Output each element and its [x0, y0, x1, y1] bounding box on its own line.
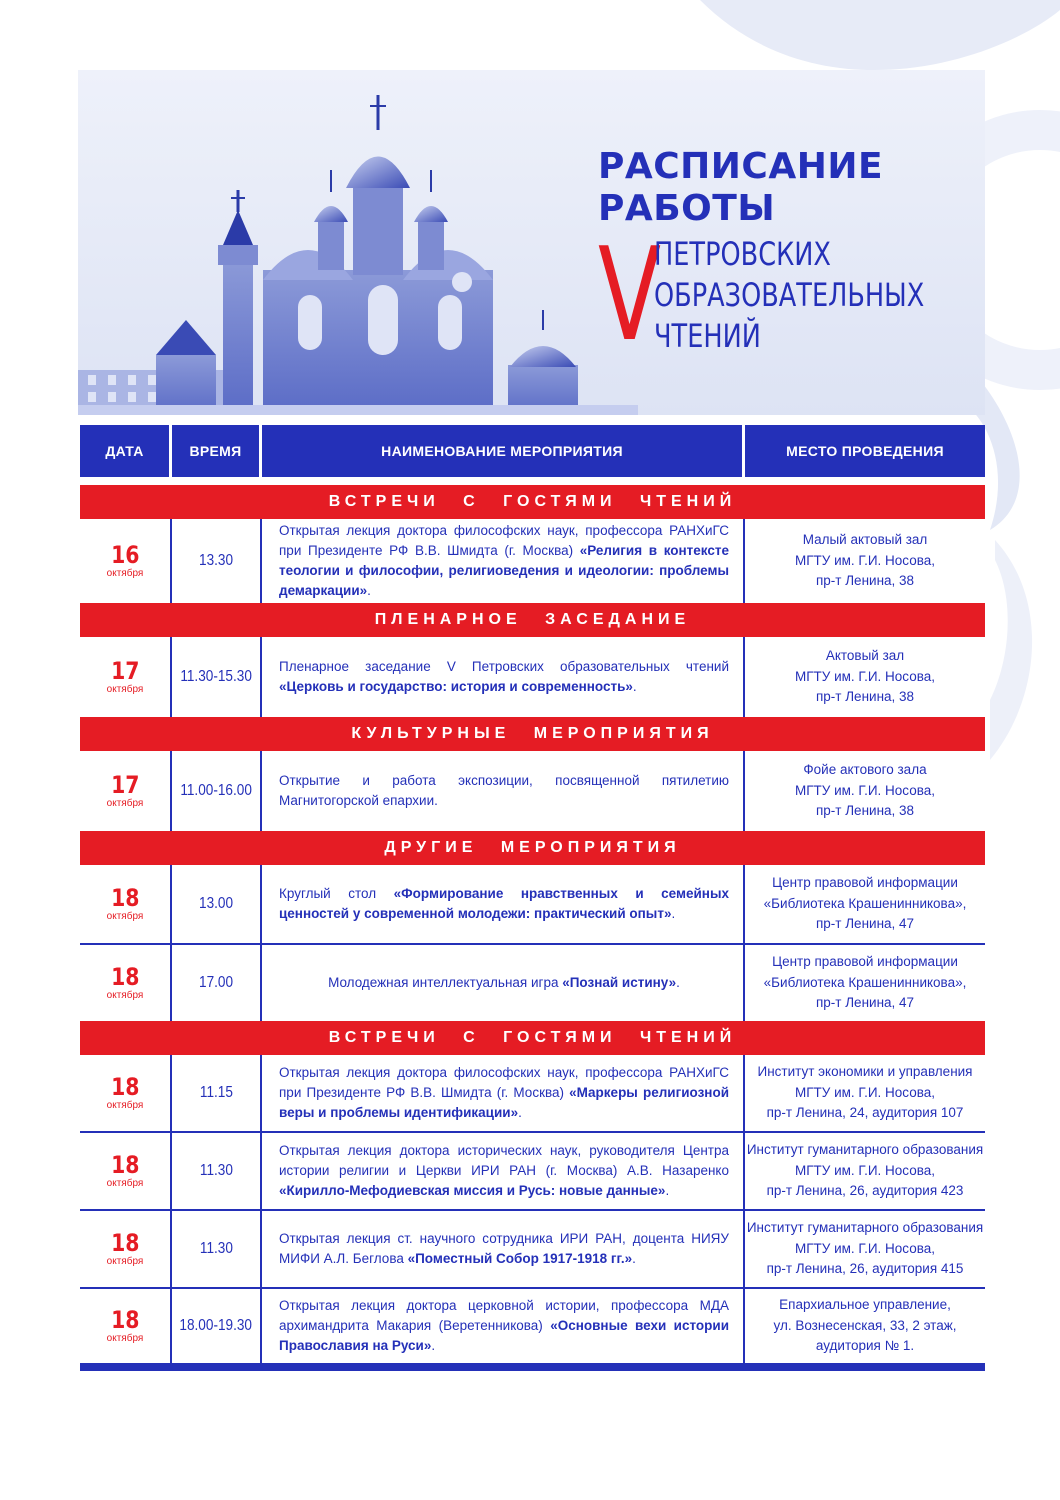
month-label: октября	[106, 568, 144, 579]
place-cell	[745, 1055, 985, 1131]
table-row	[80, 751, 985, 831]
table-row	[80, 1133, 985, 1211]
month-label: октября	[106, 990, 144, 1001]
time-cell	[172, 637, 262, 717]
roman-numeral: V	[598, 221, 662, 370]
time-value: 17.00	[198, 974, 234, 991]
place-line: пр-т Ленина, 26, аудитория 423	[766, 1183, 964, 1199]
day-number: 17	[110, 771, 140, 799]
title-subtitle	[598, 221, 985, 384]
section-header: КУЛЬТУРНЫЕ МЕРОПРИЯТИЯ	[80, 717, 985, 751]
date-cell	[80, 1289, 172, 1363]
place-line: Институт экономики и управления	[757, 1064, 973, 1080]
date-cell	[80, 1211, 172, 1287]
event-cell	[262, 865, 745, 943]
table-row	[80, 1289, 985, 1363]
event-description	[262, 521, 743, 601]
event-text: Открытая лекция доктора церковной истории, профессора МДА архимандрита Макария (Веретенникова)	[279, 1298, 729, 1333]
event-text: Круглый стол	[279, 886, 394, 901]
month-label: октября	[106, 798, 144, 809]
month-label: октября	[106, 911, 144, 922]
event-text: Молодежная интеллектуальная игра	[328, 975, 563, 990]
event-description	[262, 1141, 743, 1201]
event-title: «Церковь и государство: история и современность»	[279, 679, 633, 694]
place-cell	[745, 519, 985, 603]
place-line: пр-т Ленина, 47	[815, 916, 915, 932]
place-cell	[745, 637, 985, 717]
place-line: Фойе актового зала	[803, 762, 927, 778]
event-text: Открытая лекция доктора философских наук, профессора РАНХиГС при Президенте РФ В.В. Шмидта (г. Москва)	[279, 523, 729, 558]
event-description	[262, 973, 743, 993]
place-address	[773, 1295, 956, 1357]
title-sub-3: ЧТЕНИЙ	[654, 317, 761, 355]
section-header: ВСТРЕЧИ С ГОСТЯМИ ЧТЕНИЙ	[80, 1021, 985, 1055]
place-address	[747, 1140, 983, 1202]
date-cell	[80, 637, 172, 717]
event-tail: .	[671, 906, 676, 921]
month-label: октября	[106, 684, 144, 695]
place-line: пр-т Ленина, 38	[815, 689, 915, 705]
title-line-1: РАСПИСАНИЕ	[598, 146, 884, 187]
event-cell	[262, 519, 745, 603]
time-value: 11.00-16.00	[180, 782, 252, 799]
day-number: 18	[110, 1151, 140, 1179]
event-title: «Основные вехи истории Православия на Руси»	[279, 1318, 729, 1353]
place-line: МГТУ им. Г.И. Носова,	[794, 1240, 936, 1256]
event-title: «Кирилло-Мефодиевская миссия и Русь: новые данные»	[279, 1183, 666, 1198]
place-line: пр-т Ленина, 47	[815, 995, 915, 1011]
place-cell	[745, 945, 985, 1021]
place-address	[747, 1218, 983, 1280]
date-cell	[80, 1133, 172, 1209]
time-cell	[172, 751, 262, 831]
place-line: МГТУ им. Г.И. Носова,	[794, 782, 936, 798]
event-text: Пленарное заседание V Петровских образовательных чтений	[279, 659, 729, 674]
time-value: 13.30	[198, 552, 234, 569]
month-label: октября	[106, 1256, 144, 1267]
place-cell	[745, 865, 985, 943]
table-row	[80, 945, 985, 1021]
time-cell	[172, 1055, 262, 1131]
time-cell	[172, 1289, 262, 1363]
table-row	[80, 1055, 985, 1133]
event-text: Открытая лекция доктора философских наук, профессора РАНХиГС при Президенте РФ В.В. Шмидта (г. Москва)	[279, 1065, 729, 1100]
header-banner	[78, 70, 985, 415]
place-address	[795, 646, 935, 708]
table-header	[80, 425, 985, 477]
place-line: Епархиальное управление,	[779, 1297, 951, 1313]
event-cell	[262, 637, 745, 717]
time-value: 11.30-15.30	[180, 668, 252, 685]
place-address	[795, 760, 935, 822]
event-cell	[262, 1289, 745, 1363]
place-line: Актовый зал	[825, 648, 905, 664]
date-cell	[80, 945, 172, 1021]
month-label: октября	[106, 1333, 144, 1344]
date-cell	[80, 1055, 172, 1131]
event-tail: .	[632, 679, 637, 694]
place-line: МГТУ им. Г.И. Носова,	[794, 1084, 935, 1100]
time-cell	[172, 1211, 262, 1287]
day-number: 18	[110, 1229, 140, 1257]
cathedral-illustration	[78, 70, 638, 415]
month-label: октября	[106, 1178, 144, 1189]
time-cell	[172, 865, 262, 943]
event-description	[262, 1296, 743, 1356]
date-cell	[80, 751, 172, 831]
place-address	[764, 952, 967, 1014]
time-value: 13.00	[198, 895, 234, 912]
event-cell	[262, 1133, 745, 1209]
header-time: ВРЕМЯ	[172, 425, 262, 477]
section-header: ДРУГИЕ МЕРОПРИЯТИЯ	[80, 831, 985, 865]
time-cell	[172, 519, 262, 603]
event-description	[262, 1063, 743, 1123]
place-line: Институт гуманитарного образования	[746, 1142, 984, 1158]
event-tail: .	[431, 1338, 436, 1353]
header-date: ДАТА	[80, 425, 172, 477]
place-address	[757, 1062, 972, 1124]
time-cell	[172, 1133, 262, 1209]
header-event: НАИМЕНОВАНИЕ МЕРОПРИЯТИЯ	[262, 425, 745, 477]
event-description	[262, 771, 743, 811]
place-cell	[745, 1289, 985, 1363]
event-title: «Поместный Собор 1917-1918 гг.»	[407, 1251, 633, 1266]
place-address	[764, 873, 967, 935]
place-line: «Библиотека Крашенинникова»,	[763, 895, 967, 911]
event-tail: .	[632, 1251, 636, 1266]
table-row	[80, 865, 985, 945]
section-header: ВСТРЕЧИ С ГОСТЯМИ ЧТЕНИЙ	[80, 485, 985, 519]
event-text: Открытая лекция ст. научного сотрудника ИРИ РАН, доцента НИЯУ МИФИ А.Л. Беглова	[279, 1231, 729, 1266]
place-line: Малый актовый зал	[802, 532, 928, 548]
title-sub-1: ПЕТРОВСКИХ	[654, 235, 831, 273]
day-number: 18	[110, 963, 140, 991]
event-text: Открытая лекция доктора исторических наук, руководителя Центра истории религии и Церкви ИРИ РАН (г. Москва) А.В. Назаренко	[279, 1143, 729, 1178]
event-tail: .	[665, 1183, 670, 1198]
event-text: Открытие и работа экспозиции, посвященной пятилетию Магнитогорской епархии.	[279, 773, 729, 808]
date-cell	[80, 519, 172, 603]
event-title: «Маркеры религиозной веры и проблемы идентификации»	[279, 1085, 729, 1120]
event-cell	[262, 1055, 745, 1131]
day-number: 17	[110, 657, 140, 685]
time-value: 11.30	[199, 1240, 233, 1257]
place-line: пр-т Ленина, 24, аудитория 107	[766, 1105, 964, 1121]
event-description	[262, 657, 743, 697]
event-cell	[262, 1211, 745, 1287]
place-line: пр-т Ленина, 38	[815, 803, 915, 819]
event-description	[262, 884, 743, 924]
place-address	[795, 530, 935, 592]
day-number: 18	[110, 1306, 140, 1334]
event-tail: .	[518, 1105, 522, 1120]
event-title: «Религия в контексте теологии и философии, религиоведения и идеологии: проблемы демаркации»	[279, 543, 729, 598]
event-tail: .	[367, 583, 371, 598]
time-value: 18.00-19.30	[179, 1317, 253, 1334]
place-line: Центр правовой информации	[772, 875, 958, 891]
place-line: пр-т Ленина, 26, аудитория 415	[766, 1261, 964, 1277]
place-line: МГТУ им. Г.И. Носова,	[794, 552, 936, 568]
place-line: аудитория № 1.	[815, 1338, 915, 1354]
day-number: 16	[110, 541, 140, 569]
time-value: 11.30	[199, 1162, 233, 1179]
place-cell	[745, 751, 985, 831]
day-number: 18	[110, 1073, 140, 1101]
time-cell	[172, 945, 262, 1021]
event-description	[262, 1229, 743, 1269]
event-cell	[262, 751, 745, 831]
event-title: «Познай истину»	[562, 975, 677, 990]
title-line-2: РАБОТЫ	[598, 188, 776, 229]
date-cell	[80, 865, 172, 943]
header-place: МЕСТО ПРОВЕДЕНИЯ	[745, 425, 985, 477]
event-title: «Формирование нравственных и семейных ценностей у современной молодежи: практический опыт»	[279, 886, 730, 921]
bottom-rule	[80, 1363, 985, 1371]
title-sub-2: ОБРАЗОВАТЕЛЬНЫХ	[654, 276, 925, 314]
place-cell	[745, 1133, 985, 1209]
place-line: МГТУ им. Г.И. Носова,	[794, 668, 936, 684]
title-block	[598, 146, 985, 384]
section-header: ПЛЕНАРНОЕ ЗАСЕДАНИЕ	[80, 603, 985, 637]
event-cell	[262, 945, 745, 1021]
day-number: 18	[110, 884, 140, 912]
place-line: МГТУ им. Г.И. Носова,	[794, 1162, 936, 1178]
event-tail: .	[676, 975, 680, 990]
month-label: октября	[106, 1100, 144, 1111]
place-line: пр-т Ленина, 38	[815, 573, 915, 589]
place-line: Институт гуманитарного образования	[746, 1220, 984, 1236]
schedule-table	[80, 425, 985, 1371]
place-line: ул. Вознесенская, 33, 2 этаж,	[773, 1317, 957, 1333]
place-line: «Библиотека Крашенинникова»,	[763, 974, 967, 990]
time-value: 11.15	[199, 1084, 233, 1101]
place-line: Центр правовой информации	[772, 954, 958, 970]
table-row	[80, 1211, 985, 1289]
table-row	[80, 637, 985, 717]
place-cell	[745, 1211, 985, 1287]
table-row	[80, 519, 985, 603]
